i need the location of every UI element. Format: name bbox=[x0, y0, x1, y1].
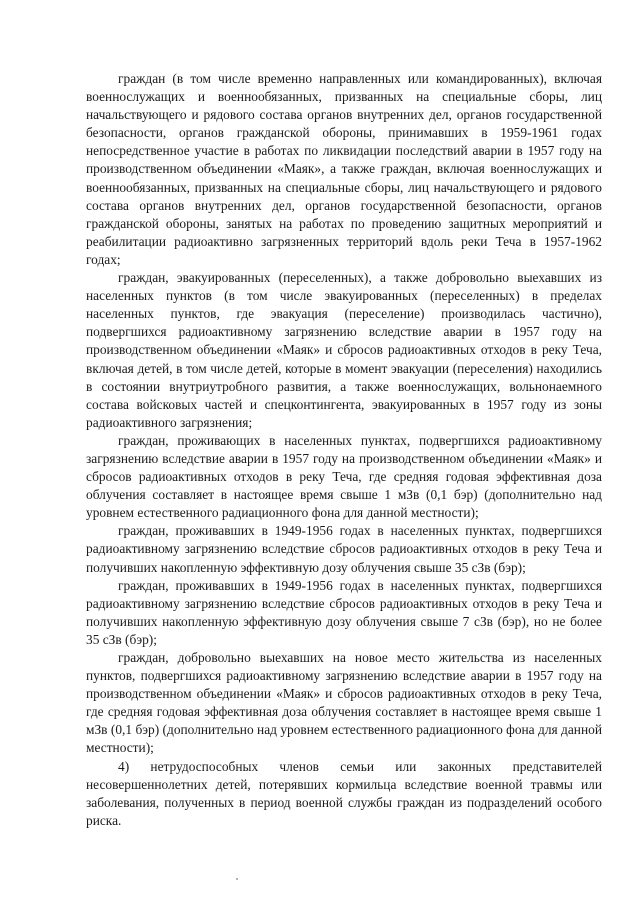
paragraph-residents-1949-1956-over-35: граждан, проживавших в 1949-1956 годах в населенных пунктах, подвергшихся радиоактивному загрязнению вследствие сбросов радиоактивных отходов в реку Теча и получивших накопленную эффективную дозу облучения свыше 35 сЗв (бэр); bbox=[86, 523, 602, 575]
paragraph-mayak-liquidators: граждан (в том числе временно направленных или командированных), включая военнослужащих и военнообязанных, призванных на специальные сборы, лиц начальствующего и рядового состава органов внутренних дел, органов государственной безопасности, органов гражданской обороны, принимавших в 1959-1961 годах непосредственное участие в работах по ликвидации последствий аварии в 1957 году на производственном объединении «Маяк», а также граждан, включая военнослужащих и военнообязанных, призванных на специальные сборы, лиц начальствующего и рядового состава органов внутренних дел, органов государственной безопасности, органов гражданской обороны, занятых на работах по проведению защитных мероприятий и реабилитации радиоактивно загрязненных территорий вдоль реки Теча в 1957-1962 годах; bbox=[86, 71, 602, 267]
scan-dot bbox=[236, 878, 238, 880]
paragraph-evacuated-citizens: граждан, эвакуированных (переселенных), а также добровольно выехавших из населенных пунктов (в том числе эвакуированных (переселенных) в пределах населенных пунктов, где эвакуация (переселение) производилась частично), подвергшихся радиоактивному загрязнению вследствие аварии в 1957 году на производственном объединении «Маяк» и сбросов радиоактивных отходов в реку Теча, включая детей, в том числе детей, которые в момент эвакуации (переселения) находились в состоянии внутриутробного развития, а также военнослужащих, вольнонаемного состава войсковых частей и спецконтингента, эвакуированных в 1957 году из зоны радиоактивного загрязнения; bbox=[86, 270, 602, 430]
document-body bbox=[86, 70, 602, 830]
paragraph-item-4-family-members: 4) нетрудоспособных членов семьи или законных представителей несовершеннолетних детей, потерявших кормильца вследствие военной травмы или заболевания, полученных в период военной службы граждан из подразделений особого риска. bbox=[86, 758, 602, 828]
paragraph-residents-1949-1956-7-to-35: граждан, проживавших в 1949-1956 годах в населенных пунктах, подвергшихся радиоактивному загрязнению вследствие сбросов радиоактивных отходов в реку Теча и получивших накопленную эффективную дозу облучения свыше 7 сЗв (бэр), но не более 35 сЗв (бэр); bbox=[86, 577, 602, 647]
paragraph-residents-contaminated: граждан, проживающих в населенных пунктах, подвергшихся радиоактивному загрязнению вследствие аварии в 1957 году на производственном объединении «Маяк» и сбросов радиоактивных отходов в реку Теча, где средняя годовая эффективная доза облучения составляет в настоящее время свыше 1 мЗв (0,1 бэр) (дополнительно над уровнем естественного радиационного фона для данной местности); bbox=[86, 432, 602, 521]
paragraph-voluntarily-relocated: граждан, добровольно выехавших на новое место жительства из населенных пунктов, подвергшихся радиоактивному загрязнению вследствие аварии в 1957 году на производственном объединении «Маяк» и сбросов радиоактивных отходов в реку Теча, где средняя годовая эффективная доза облучения составляет в настоящее время свыше 1 мЗв (0,1 бэр) (дополнительно над уровнем естественного радиационного фона для данной местности); bbox=[86, 650, 602, 756]
